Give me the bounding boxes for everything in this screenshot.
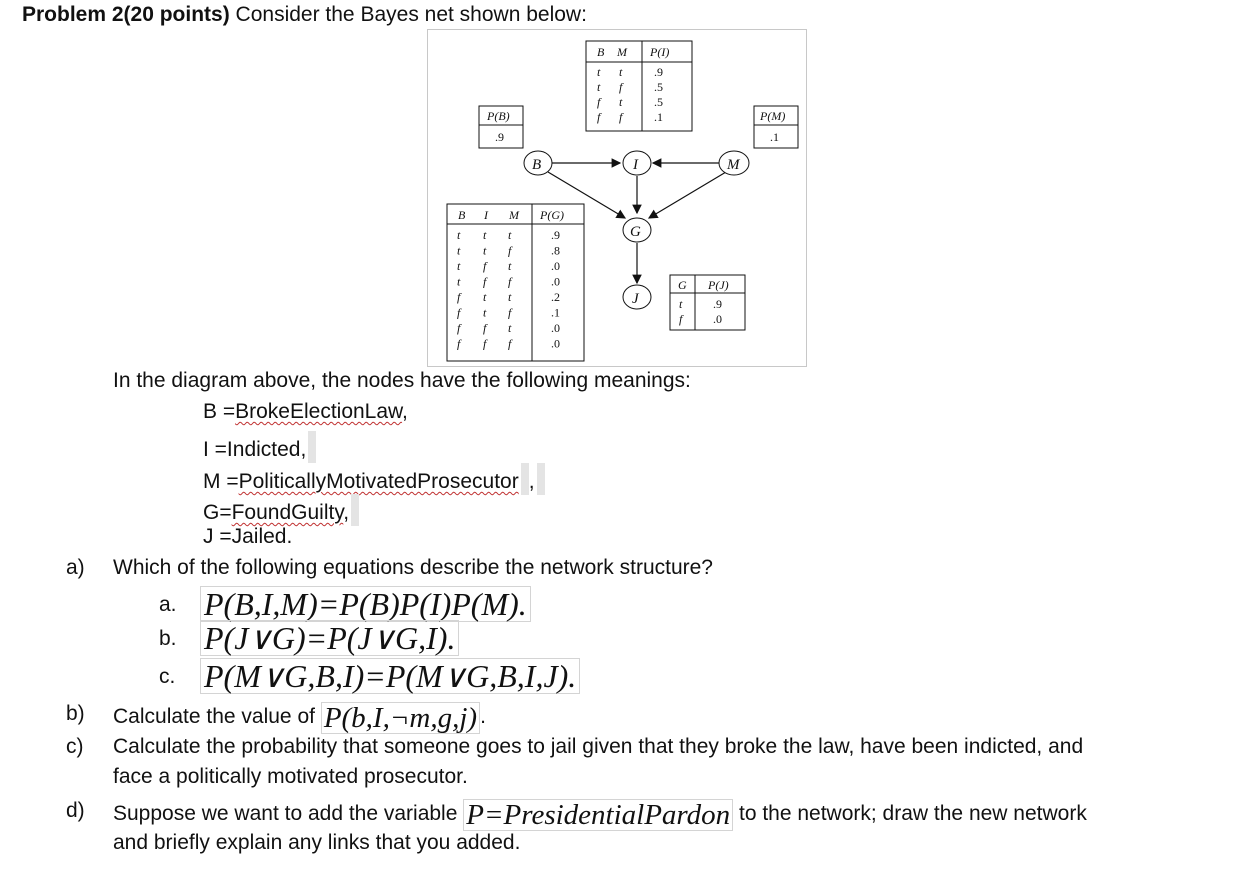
cpt-g-value: .0 — [551, 336, 560, 351]
node-j-label: J — [632, 291, 639, 307]
option-a-eq: P(B,I,M)=P(B)P(I)P(M). — [200, 586, 531, 622]
question-c-line2: face a politically motivated prosecutor. — [113, 765, 468, 788]
question-a-label: a) — [66, 556, 85, 579]
cpt-g-value: .0 — [551, 321, 560, 335]
cpt-i-cell: f — [619, 80, 623, 94]
cpt-j-header-g: G — [678, 278, 687, 292]
meaning-b-word: BrokeElectionLaw — [235, 400, 403, 423]
cpt-g-cell: t — [457, 274, 461, 289]
cpt-g-cell: t — [457, 228, 461, 242]
question-d-eq: P=PresidentialPardon — [463, 799, 733, 831]
cpt-i-cell: f — [619, 110, 623, 124]
cpt-j-value: .0 — [713, 312, 722, 326]
question-a-text: Which of the following equations describe the network structure? — [113, 556, 713, 579]
cpt-g-cell: t — [483, 243, 487, 258]
problem-title — [22, 3, 587, 27]
cpt-g-cell: f — [508, 336, 512, 351]
question-d-label: d) — [66, 799, 85, 822]
option-b-label: b. — [159, 627, 177, 650]
cpt-g-value: .2 — [551, 290, 560, 304]
option-a-label: a. — [159, 593, 177, 616]
cpt-j-cell: t — [679, 297, 683, 311]
question-c-line1: Calculate the probability that someone goes to jail given that they broke the law, have been indicted, and — [113, 735, 1084, 758]
meaning-i — [203, 431, 316, 463]
cpt-g-cell: t — [483, 305, 487, 320]
question-d-line1 — [113, 799, 1087, 831]
cpt-m-table — [754, 106, 798, 148]
cpt-g-cell: f — [457, 305, 461, 320]
cpt-g-cell: f — [457, 336, 461, 351]
cpt-i-value: .5 — [654, 80, 663, 94]
cpt-g-cell: f — [457, 321, 461, 335]
cpt-g-cell: f — [457, 290, 461, 304]
cpt-i-value: .9 — [654, 65, 663, 79]
cpt-g-table — [447, 204, 584, 361]
cpt-g-header-i: I — [484, 208, 488, 222]
cpt-g-value: .0 — [551, 274, 560, 289]
cpt-g-value: .8 — [551, 243, 560, 258]
cpt-i-header-m: M — [617, 45, 627, 59]
meaning-g-suffix: , — [343, 501, 350, 524]
option-c-equation — [200, 658, 580, 694]
node-b — [524, 151, 552, 175]
cpt-i-cell: t — [597, 80, 601, 94]
edge-m-g — [649, 172, 726, 218]
cpt-i-cell: t — [597, 65, 601, 79]
problem-intro: Consider the Bayes net shown below: — [235, 3, 587, 26]
cpt-j-value: .9 — [713, 297, 722, 311]
cpt-g-cell: t — [457, 243, 461, 258]
option-b-equation — [200, 620, 459, 656]
meaning-m-prefix: M = — [203, 470, 239, 493]
question-d-line2: and briefly explain any links that you added. — [113, 831, 521, 854]
cpt-g-cell: t — [508, 290, 512, 304]
placeholder-bar — [351, 494, 359, 526]
node-i — [623, 151, 651, 175]
cpt-i-cell: t — [619, 65, 623, 79]
node-g-label: G — [630, 224, 641, 240]
cpt-g-cell: f — [483, 321, 487, 335]
cpt-g-cell: t — [483, 228, 487, 242]
cpt-g-cell: f — [508, 274, 512, 289]
node-i-label: I — [633, 157, 638, 173]
cpt-g-cell: f — [483, 336, 487, 351]
question-c-label: c) — [66, 735, 84, 758]
cpt-g-cell: t — [457, 259, 461, 273]
node-j — [623, 285, 651, 309]
cpt-i-value: .5 — [654, 95, 663, 109]
meaning-j: J =Jailed. — [203, 525, 293, 548]
cpt-j-cell: f — [679, 312, 683, 326]
placeholder-bar — [308, 431, 316, 463]
cpt-g-cell: t — [508, 259, 512, 273]
question-b-text: Calculate the value of — [113, 705, 315, 728]
meaning-g — [203, 494, 359, 526]
meaning-b-prefix: B = — [203, 400, 236, 423]
cpt-g-cell: f — [483, 274, 487, 289]
cpt-g-cell: t — [483, 290, 487, 304]
cpt-g-header-b: B — [458, 208, 466, 222]
option-c-label: c. — [159, 665, 176, 688]
node-m-label: M — [727, 157, 740, 173]
cpt-i-cell: t — [619, 95, 623, 109]
cpt-j-table — [670, 275, 745, 330]
cpt-i-cell: f — [597, 95, 601, 109]
bayes-net-figure — [427, 29, 807, 367]
cpt-g-cell: f — [508, 305, 512, 320]
cpt-m-header: P(M) — [760, 109, 786, 123]
option-c-eq: P(M∨G,B,I)=P(M∨G,B,I,J). — [200, 658, 580, 694]
meaning-b-suffix: , — [402, 400, 408, 423]
question-d-text2: to the network; draw the new network — [738, 802, 1087, 825]
cpt-g-value: .1 — [551, 305, 560, 320]
option-a-equation — [200, 586, 531, 622]
cpt-g-header-p: P(G) — [540, 208, 564, 222]
cpt-g-cell: t — [508, 228, 512, 242]
question-b-label: b) — [66, 702, 85, 725]
cpt-i-table — [586, 41, 692, 131]
cpt-m-value: .1 — [770, 130, 779, 144]
cpt-g-cell: f — [483, 259, 487, 273]
meaning-m-word: PoliticallyMotivatedProsecutor — [238, 470, 519, 493]
question-b-eq: P(b,I,¬m,g,j) — [321, 702, 480, 734]
meanings-intro: In the diagram above, the nodes have the following meanings: — [113, 369, 691, 392]
bayes-net-diagram — [428, 30, 806, 366]
cpt-b-value: .9 — [495, 130, 504, 144]
placeholder-bar — [521, 463, 529, 495]
meaning-g-prefix: G= — [203, 501, 232, 524]
option-b-eq: P(J∨G)=P(J∨G,I). — [200, 620, 459, 656]
problem-heading: Problem 2(20 points) — [22, 3, 230, 26]
node-m — [719, 151, 749, 175]
cpt-g-cell: f — [508, 243, 512, 258]
question-d-text1: Suppose we want to add the variable — [113, 802, 458, 825]
cpt-g-value: .9 — [551, 228, 560, 242]
cpt-g-cell: t — [508, 321, 512, 335]
cpt-g-value: .0 — [551, 259, 560, 273]
cpt-b-header: P(B) — [487, 109, 510, 123]
meaning-m-suffix: , — [528, 470, 535, 493]
cpt-i-cell: f — [597, 110, 601, 124]
meaning-b — [203, 400, 408, 424]
cpt-j-header-p: P(J) — [708, 278, 729, 292]
question-b — [113, 702, 486, 734]
node-b-label: B — [532, 157, 542, 173]
cpt-b-table — [479, 106, 523, 148]
question-b-suffix: . — [480, 705, 486, 728]
cpt-g-header-m: M — [509, 208, 519, 222]
node-g — [623, 218, 651, 242]
cpt-i-header-b: B — [597, 45, 605, 59]
meaning-i-text: I =Indicted, — [203, 438, 307, 461]
placeholder-bar — [537, 463, 545, 495]
cpt-i-header-p: P(I) — [650, 45, 670, 59]
meaning-m — [203, 463, 545, 495]
cpt-i-value: .1 — [654, 110, 663, 124]
meaning-g-word: FoundGuilty — [231, 501, 344, 524]
